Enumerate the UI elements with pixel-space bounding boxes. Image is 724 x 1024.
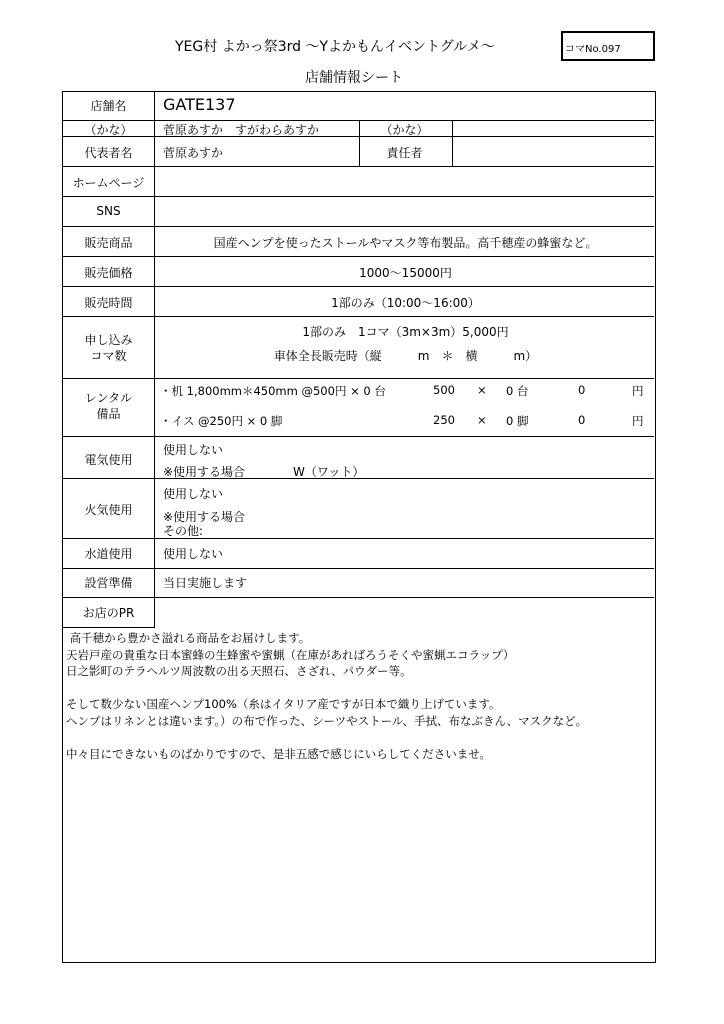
pr-text: 高千穂から豊かさ溢れる商品をお届けします。 天岩戸産の貴重な日本蜜蜂の生蜂蜜や蜜蝋（在庫があればろうそくや蜜蝋エコラップ） 日之影町のテラヘルツ周波数の出る天照石、さざれ、パウダー等。 そして数少ない国産ヘンプ100%（糸はイタリア産ですが日本で織り上げています。 ヘンプはリネンとは違います。）の布で作った、シーツやストール、手拭、布なぶきん、マスクなど。 中々目にできないものばかりですので、是非五感で感じにいらしてくださいませ。 bbox=[66, 631, 588, 761]
value-shop-name: GATE137 bbox=[163, 95, 236, 114]
label-representative: 代表者名 bbox=[84, 146, 133, 160]
rental-desk-label: ・机 1,800mm＊450mm @500円 × 0 台 bbox=[160, 384, 386, 398]
label-application-2: コマ数 bbox=[90, 349, 127, 363]
sheet-subtitle: 店舗情報シート bbox=[305, 70, 403, 86]
label-fire: 火気使用 bbox=[84, 503, 133, 517]
label-rental-1: レンタル bbox=[84, 391, 133, 405]
value-hours: 1部のみ（10:00～16:00） bbox=[331, 296, 480, 310]
label-pr: お店のPR bbox=[82, 606, 135, 620]
info-table bbox=[62, 91, 656, 963]
rental-chair-yen: 円 bbox=[632, 414, 644, 428]
koma-number-box: コマNo.097 bbox=[561, 31, 655, 61]
label-electricity: 電気使用 bbox=[84, 453, 133, 467]
value-price: 1000～15000円 bbox=[359, 266, 452, 280]
rental-desk-total: 0 bbox=[578, 383, 586, 397]
label-hours: 販売時間 bbox=[84, 296, 133, 310]
rental-desk-qty: 0 台 bbox=[506, 384, 529, 398]
value-application-line2: 車体全長販売時（縦 m ＊ 横 m） bbox=[273, 349, 538, 363]
label-price: 販売価格 bbox=[84, 266, 133, 280]
rental-desk-times: × bbox=[477, 383, 487, 397]
rental-desk-unit: 500 bbox=[433, 383, 455, 397]
value-fire-1: 使用しない bbox=[163, 487, 224, 501]
rental-chair-label: ・イス @250円 × 0 脚 bbox=[160, 414, 283, 428]
sheet-title: YEG村 よかっ祭3rd ～Yよかもんイベントグルメ～ bbox=[175, 39, 495, 55]
rental-chair-total: 0 bbox=[578, 413, 586, 427]
value-products: 国産ヘンプを使ったストールやマスク等布製品。高千穂産の蜂蜜など。 bbox=[213, 236, 598, 250]
rental-chair-unit: 250 bbox=[433, 413, 455, 427]
label-application-1: 申し込み bbox=[84, 333, 133, 347]
value-fire-3: その他: bbox=[163, 524, 204, 538]
label-rental-2: 備品 bbox=[96, 407, 121, 421]
value-water: 使用しない bbox=[163, 547, 224, 561]
value-setup: 当日実施します bbox=[163, 576, 248, 590]
value-electricity-2: ※使用する場合 W（ワット） bbox=[163, 465, 365, 479]
label-kana-2: （かな） bbox=[380, 123, 429, 137]
label-responsible: 責任者 bbox=[386, 146, 423, 160]
label-homepage: ホームページ bbox=[72, 176, 145, 190]
label-water: 水道使用 bbox=[84, 547, 133, 561]
value-kana: 菅原あすか すがわらあすか bbox=[163, 123, 320, 137]
label-sns: SNS bbox=[96, 204, 121, 218]
label-kana: （かな） bbox=[84, 123, 133, 137]
rental-chair-qty: 0 脚 bbox=[506, 414, 529, 428]
label-products: 販売商品 bbox=[84, 236, 133, 250]
label-setup: 設営準備 bbox=[84, 576, 133, 590]
label-shop-name: 店舗名 bbox=[90, 99, 127, 113]
rental-chair-times: × bbox=[477, 413, 487, 427]
value-electricity-1: 使用しない bbox=[163, 443, 224, 457]
value-representative: 菅原あすか bbox=[163, 146, 224, 160]
value-application-line1: 1部のみ 1コマ（3m×3m）5,000円 bbox=[302, 325, 509, 339]
value-fire-2: ※使用する場合 bbox=[163, 510, 246, 524]
rental-desk-yen: 円 bbox=[632, 384, 644, 398]
